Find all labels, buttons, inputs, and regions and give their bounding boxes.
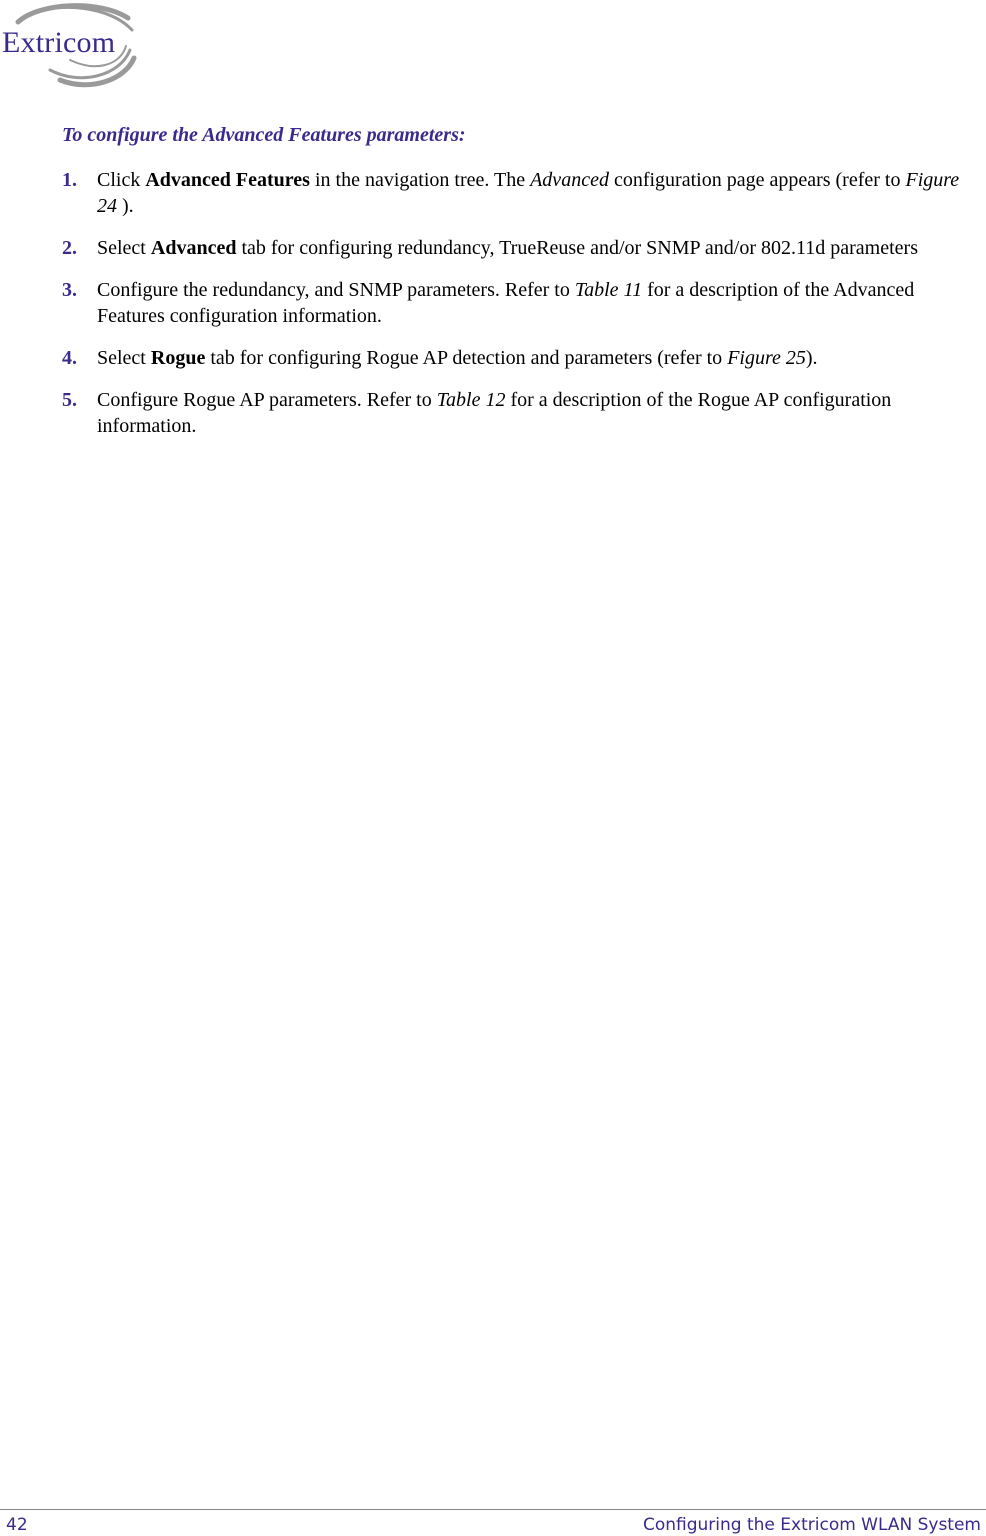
step-text: tab for configuring Rogue AP detection and parameters (refer to <box>205 347 728 369</box>
step-item <box>62 235 962 261</box>
step-bold-text: Rogue <box>150 347 206 369</box>
step-text: Configure the redundancy, and SNMP parameters. Refer to <box>97 279 575 301</box>
extricom-logo <box>0 0 140 95</box>
footer-divider <box>0 1509 986 1510</box>
step-italic-text: Advanced <box>530 169 609 191</box>
page-number: 42 <box>6 1515 28 1535</box>
step-text: in the navigation tree. The <box>309 169 531 191</box>
step-number: 4. <box>62 347 77 369</box>
step-text: Select <box>97 347 151 369</box>
step-number: 2. <box>62 237 77 259</box>
procedure-steps <box>62 167 962 455</box>
step-item <box>62 167 962 219</box>
step-text: Select <box>97 237 151 259</box>
step-text: Configure Rogue AP parameters. Refer to <box>97 389 437 411</box>
step-item <box>62 387 962 439</box>
step-text: for a description of the Advanced Features configuration information. <box>97 279 915 327</box>
step-text: ). <box>117 195 134 217</box>
step-item <box>62 277 962 329</box>
step-text: for a description of the Rogue AP configuration information. <box>97 389 892 437</box>
step-bold-text: Advanced Features <box>145 169 310 191</box>
footer-section-title: Configuring the Extricom WLAN System <box>642 1515 981 1535</box>
step-text: configuration page appears (refer to <box>608 169 906 191</box>
step-number: 1. <box>62 169 77 191</box>
step-text: ). <box>805 347 818 369</box>
step-italic-text: Table 11 <box>574 279 643 301</box>
procedure-heading: To configure the Advanced Features parameters: <box>62 124 466 146</box>
step-text: tab for configuring redundancy, TrueReuse and/or SNMP and/or 802.11d parameters <box>236 237 918 259</box>
step-bold-text: Advanced <box>150 237 237 259</box>
step-text: Click <box>97 169 146 191</box>
logo-wordmark: Extricom <box>2 26 116 59</box>
step-number: 5. <box>62 389 77 411</box>
step-italic-text: Table 12 <box>436 389 506 411</box>
step-number: 3. <box>62 279 77 301</box>
step-item <box>62 345 962 371</box>
step-italic-text: Figure 25 <box>727 347 806 369</box>
step-italic-text: Figure 24 <box>97 169 960 217</box>
